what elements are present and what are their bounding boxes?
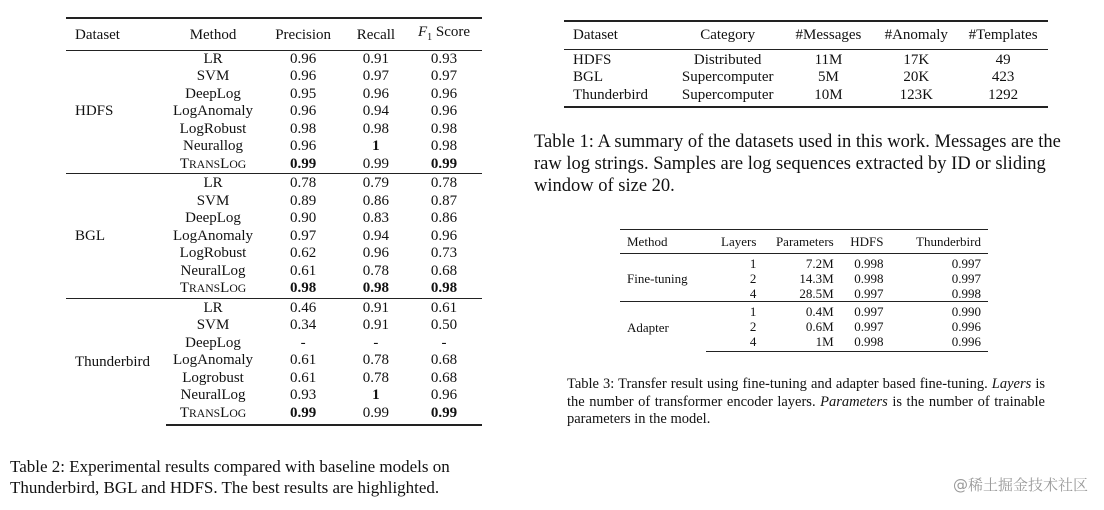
table-row xyxy=(620,302,988,320)
recall-cell: 0.94 xyxy=(362,227,390,244)
f1-cell: 0.87 xyxy=(430,192,458,209)
table-row xyxy=(66,298,482,317)
precision-cell: 0.96 xyxy=(290,103,317,119)
table-2-caption: Table 2: Experimental results compared with baseline models on Thunderbird, BGL and HDFS. The best results are highlighted. xyxy=(10,457,450,497)
f1-cell: 0.50 xyxy=(430,317,458,333)
method-cell: LogAnomaly xyxy=(173,103,254,119)
table-cell: 0.996 xyxy=(883,334,988,352)
f1-cell: 0.61 xyxy=(406,298,482,317)
table-cell: 28.5M xyxy=(799,286,834,301)
col-header-method: Method xyxy=(620,230,706,254)
col-header-thunderbird: Thunderbird xyxy=(883,230,988,254)
recall-cell: 0.97 xyxy=(362,68,390,84)
table-cell: 1M xyxy=(756,334,833,352)
precision-cell: - xyxy=(300,334,306,351)
precision-cell: 0.98 xyxy=(290,120,317,137)
table-cell: 10M xyxy=(783,87,875,108)
precision-cell: 0.89 xyxy=(290,192,317,209)
f1-cell: 0.99 xyxy=(430,155,458,172)
method-cell: NeuralLog xyxy=(180,262,246,279)
recall-cell: 0.79 xyxy=(346,174,406,193)
precision-cell: 0.78 xyxy=(260,174,345,193)
caption-middle: is the number of transformer encoder layers. xyxy=(567,376,1045,410)
recall-cell: 0.98 xyxy=(362,280,390,296)
precision-cell: 0.34 xyxy=(290,317,317,333)
table-2-body xyxy=(66,50,482,425)
f1-cell: 0.73 xyxy=(430,245,458,261)
f1-cell: 0.96 xyxy=(430,227,458,244)
table-3-caption xyxy=(567,376,1045,429)
method-cell: LR xyxy=(166,174,261,193)
precision-cell: 0.99 xyxy=(260,405,345,426)
col-header-f1: $F_1$ Score xyxy=(406,18,482,50)
dataset-cell: HDFS xyxy=(75,103,114,119)
f1-cell: 0.99 xyxy=(406,405,482,426)
dataset-cell: BGL xyxy=(66,174,166,299)
method-cell: SVM xyxy=(196,192,230,209)
f1-cell: 0.68 xyxy=(430,262,458,279)
f1-cell: 0.68 xyxy=(430,369,458,386)
table-row xyxy=(564,69,1048,87)
recall-cell: 0.96 xyxy=(362,245,390,261)
table-cell: 4 xyxy=(706,334,756,352)
method-cell: SVM xyxy=(196,68,230,84)
precision-cell: 0.62 xyxy=(290,245,317,261)
table-cell: BGL xyxy=(573,69,603,85)
precision-cell: 0.93 xyxy=(290,387,317,403)
precision-cell: 0.99 xyxy=(290,155,317,172)
method-smallcaps-initial-t: T xyxy=(179,155,189,172)
f1-cell: 0.98 xyxy=(430,138,458,154)
table-2-header-row xyxy=(66,18,482,50)
table-cell: 0.997 xyxy=(951,271,981,286)
method-cell: Fine-tuning xyxy=(627,271,688,286)
method-cell: LogRobust xyxy=(179,245,247,261)
method-cell: LogAnomaly xyxy=(173,352,254,368)
recall-cell: 0.91 xyxy=(362,317,390,333)
f1-cell: - xyxy=(441,334,447,351)
f1-cell: 0.96 xyxy=(430,387,458,403)
table-cell: 11M xyxy=(814,51,843,68)
table-1-caption: Table 1: A summary of the datasets used in this work. Messages are the raw log strings. Samples are log sequences extracted by ID or sliding window of size 20. xyxy=(534,132,1061,196)
caption-term-parameters: Parameters xyxy=(820,393,888,410)
method-cell: DeepLog xyxy=(185,210,241,226)
table-3-header-row xyxy=(620,230,988,254)
precision-cell: 0.90 xyxy=(290,210,317,226)
method-cell: LR xyxy=(203,50,223,67)
table-row xyxy=(66,50,482,68)
col-header-method: Method xyxy=(166,18,261,50)
precision-cell: 0.95 xyxy=(290,85,317,102)
method-cell: Adapter xyxy=(620,302,706,352)
method-cell xyxy=(166,405,261,426)
method-cell: SVM xyxy=(196,317,230,333)
recall-cell: 1 xyxy=(372,138,380,154)
table-cell: Supercomputer xyxy=(673,87,783,108)
recall-cell: 0.78 xyxy=(362,262,390,279)
f1-cell: 0.68 xyxy=(430,352,458,368)
f1-cell: 0.96 xyxy=(430,103,458,119)
method-smallcaps-initial-t: T xyxy=(179,280,189,296)
recall-cell: 0.99 xyxy=(362,155,390,172)
col-header-messages: #Messages xyxy=(783,21,875,49)
table-cell: 7.2M xyxy=(805,256,834,271)
precision-cell: 0.61 xyxy=(290,262,317,279)
caption-term-layers: Layers xyxy=(991,376,1032,392)
table-row xyxy=(564,87,1048,108)
table-cell: 0.998 xyxy=(951,286,981,301)
table-1 xyxy=(564,20,1048,108)
method-smallcaps-og: OG xyxy=(229,282,247,295)
table-cell: Supercomputer xyxy=(681,69,774,85)
method-smallcaps-og: OG xyxy=(229,406,247,420)
table-row xyxy=(66,174,482,193)
method-smallcaps-rans: RANS xyxy=(188,406,221,420)
table-3 xyxy=(620,229,988,352)
col-header-templates: #Templates xyxy=(958,21,1048,49)
table-cell: 1 xyxy=(706,302,756,320)
method-cell xyxy=(166,280,261,298)
f1-cell: 0.98 xyxy=(430,280,458,296)
col-header-precision: Precision xyxy=(260,18,345,50)
table-cell: 0.6M xyxy=(805,319,834,334)
method-smallcaps-initial-l: L xyxy=(220,280,230,296)
watermark: @稀土掘金技术社区 xyxy=(952,476,1088,494)
method-smallcaps-rans: RANS xyxy=(188,282,221,295)
method-cell: LogRobust xyxy=(179,120,247,137)
recall-cell: 0.86 xyxy=(362,192,390,209)
table-3-body xyxy=(620,254,988,352)
col-header-parameters: Parameters xyxy=(756,230,833,254)
precision-cell: 0.96 xyxy=(290,50,317,67)
table-cell: 14.3M xyxy=(799,271,834,286)
recall-cell: 0.99 xyxy=(346,405,406,426)
precision-cell: 0.61 xyxy=(290,369,317,386)
table-cell: 123K xyxy=(874,87,958,108)
table-2 xyxy=(66,17,482,426)
col-header-recall: Recall xyxy=(346,18,406,50)
f1-cell: 0.78 xyxy=(406,174,482,193)
table-cell: 0.990 xyxy=(883,302,988,320)
recall-cell: 0.83 xyxy=(362,210,390,226)
precision-cell: 0.96 xyxy=(290,68,317,84)
method-cell: Neurallog xyxy=(183,138,244,154)
method-cell: Logrobust xyxy=(182,369,244,386)
recall-cell: 0.96 xyxy=(362,85,390,102)
method-smallcaps-og: OG xyxy=(229,157,247,171)
precision-cell: 0.97 xyxy=(290,227,317,244)
table-cell: 20K xyxy=(903,69,930,85)
recall-cell: 0.98 xyxy=(362,120,390,137)
table-cell: 0.4M xyxy=(756,302,833,320)
f1-cell: 0.86 xyxy=(430,210,458,226)
table-cell: 0.998 xyxy=(834,334,884,352)
precision-cell: 0.96 xyxy=(290,138,317,154)
col-header-dataset: Dataset xyxy=(66,18,166,50)
method-cell: LogAnomaly xyxy=(173,227,254,244)
table-cell: 0.997 xyxy=(854,286,884,301)
method-smallcaps-initial-l: L xyxy=(220,404,230,421)
table-cell: 0.996 xyxy=(951,319,981,334)
precision-cell: 0.61 xyxy=(290,352,317,368)
table-cell: 2 xyxy=(749,271,757,286)
method-cell: DeepLog xyxy=(185,334,241,351)
method-cell: LR xyxy=(166,298,261,317)
recall-cell: 0.91 xyxy=(346,298,406,317)
precision-cell: 0.98 xyxy=(290,280,317,296)
recall-cell: - xyxy=(373,334,379,351)
method-cell: NeuralLog xyxy=(180,387,246,403)
table-cell: 49 xyxy=(995,51,1011,68)
col-header-dataset: Dataset xyxy=(564,21,673,49)
precision-cell: 0.46 xyxy=(260,298,345,317)
method-smallcaps-initial-t: T xyxy=(179,404,189,421)
caption-prefix: Table 3: Transfer result using fine-tuning and adapter based fine-tuning. xyxy=(567,376,992,392)
recall-cell: 0.91 xyxy=(362,50,390,67)
method-smallcaps-rans: RANS xyxy=(188,157,221,171)
col-header-hdfs: HDFS xyxy=(834,230,884,254)
f1-cell: 0.97 xyxy=(430,68,458,84)
caption-suffix: is the number of trainable parameters in the model. xyxy=(567,393,1045,427)
table-1-header-row xyxy=(564,21,1048,49)
method-smallcaps-initial-l: L xyxy=(220,155,230,172)
recall-cell: 0.78 xyxy=(362,369,390,386)
col-header-anomaly: #Anomaly xyxy=(874,21,958,49)
dataset-cell: Thunderbird xyxy=(66,298,166,425)
table-row xyxy=(620,254,988,272)
f1-cell: 0.96 xyxy=(430,85,458,102)
method-cell xyxy=(166,156,261,174)
table-1-body xyxy=(564,49,1048,107)
table-cell: 1 xyxy=(749,256,757,271)
recall-cell: 0.78 xyxy=(362,352,390,368)
recall-cell: 1 xyxy=(372,387,380,403)
table-cell: 4 xyxy=(749,286,757,301)
table-cell: 423 xyxy=(991,69,1015,85)
f1-cell: 0.98 xyxy=(430,120,458,137)
table-cell: 0.997 xyxy=(951,256,981,271)
table-row xyxy=(564,49,1048,69)
table-cell: Thunderbird xyxy=(564,87,673,108)
table-cell: HDFS xyxy=(573,51,612,68)
table-cell: Distributed xyxy=(693,51,762,68)
table-cell: 0.998 xyxy=(854,271,884,286)
table-cell: 17K xyxy=(903,51,930,68)
col-header-category: Category xyxy=(673,21,783,49)
method-cell: DeepLog xyxy=(185,85,241,102)
col-header-layers: Layers xyxy=(706,230,756,254)
table-cell: 2 xyxy=(749,319,757,334)
table-cell: 1292 xyxy=(958,87,1048,108)
recall-cell: 0.94 xyxy=(362,103,390,119)
table-cell: 5M xyxy=(818,69,839,85)
f1-cell: 0.93 xyxy=(430,50,458,67)
table-cell: 0.998 xyxy=(854,256,884,271)
table-cell: 0.997 xyxy=(854,319,884,334)
table-cell: 0.997 xyxy=(834,302,884,320)
